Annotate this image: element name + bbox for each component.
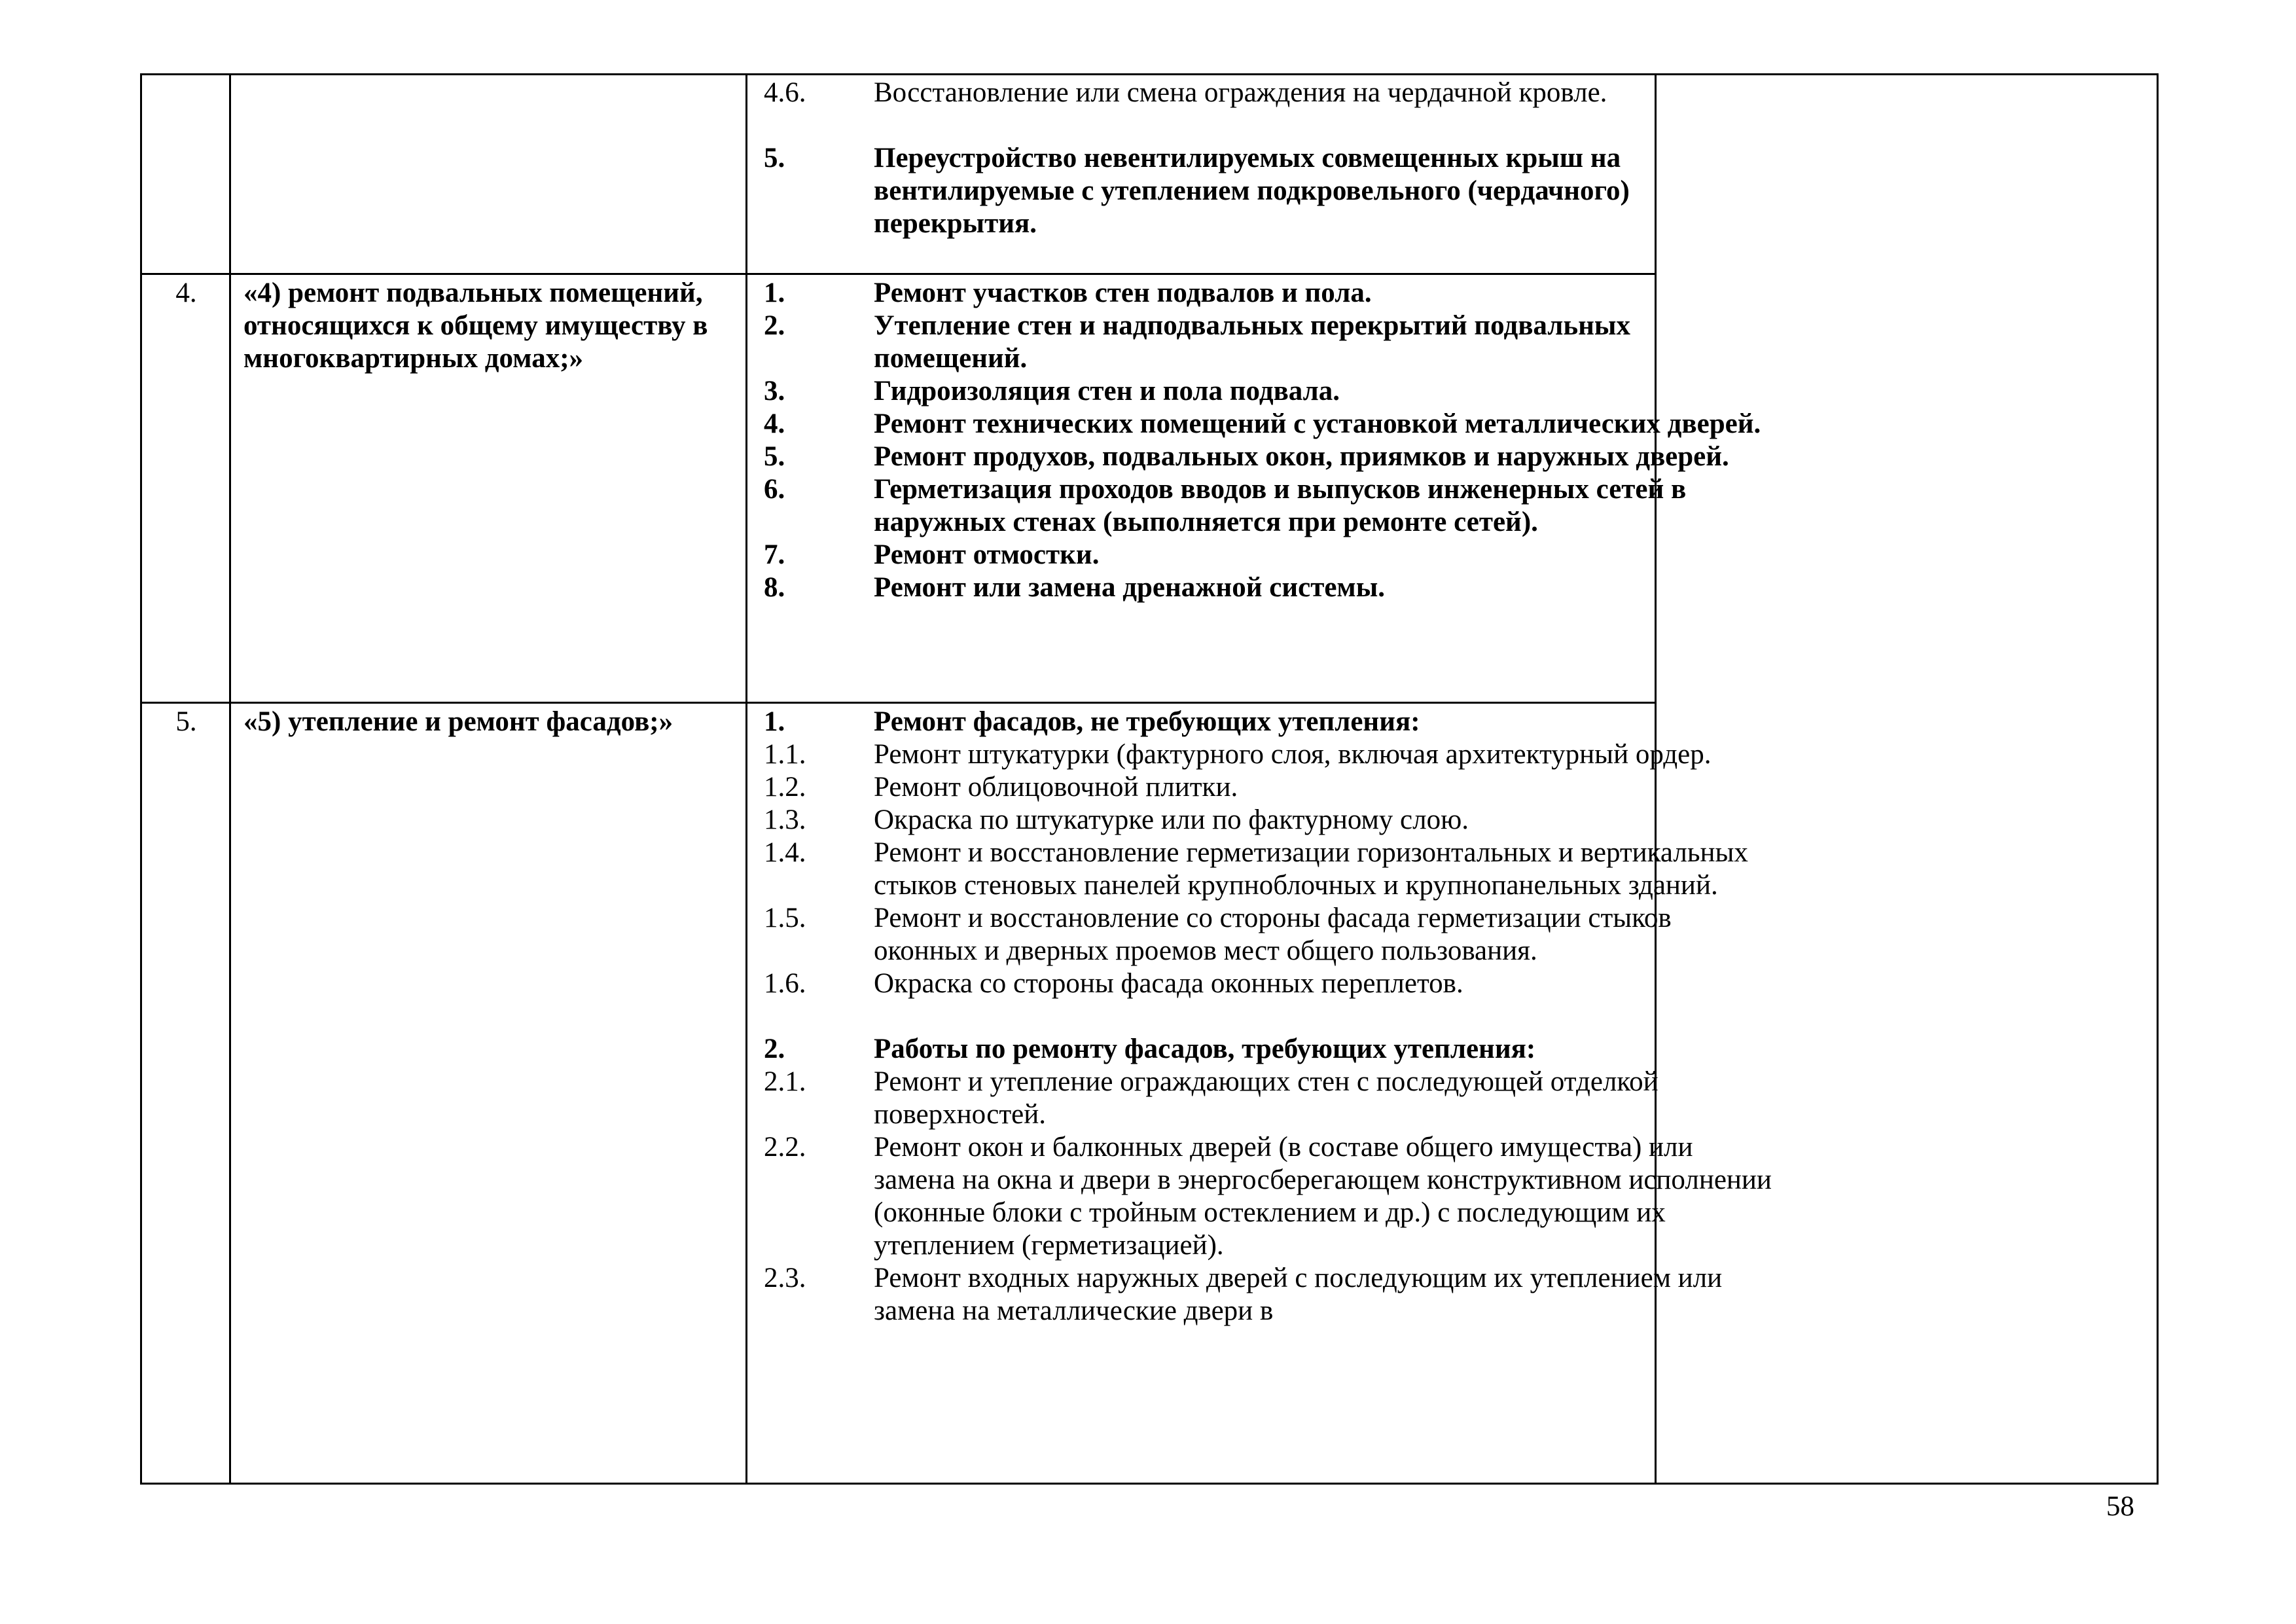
item-number: 1.3. xyxy=(764,804,806,835)
item-text: Ремонт технических помещений с установкой металлических дверей. xyxy=(874,408,1761,439)
list-item xyxy=(764,375,1772,408)
item-text: Ремонт штукатурки (фактурного слоя, включая архитектурный ордер. xyxy=(874,739,1712,770)
item-number: 1.2. xyxy=(764,772,806,803)
row-2-items xyxy=(764,277,1772,604)
item-number: 2. xyxy=(764,1034,785,1064)
list-item xyxy=(764,539,1772,571)
list-item xyxy=(764,571,1772,604)
list-item xyxy=(764,142,1772,240)
item-number: 1.6. xyxy=(764,968,806,999)
item-text: Ремонт отмостки. xyxy=(874,539,1100,570)
item-number: 1.5. xyxy=(764,903,806,933)
item-number: 1.1. xyxy=(764,739,806,770)
list-item xyxy=(764,473,1772,539)
row-divider xyxy=(142,273,1657,275)
item-number: 8. xyxy=(764,572,785,603)
item-number: 2.2. xyxy=(764,1132,806,1163)
list-item xyxy=(764,902,1772,967)
item-text: Восстановление или смена ограждения на чердачной кровле. xyxy=(874,77,1607,108)
item-text: Ремонт и утепление ограждающих стен с последующей отделкой поверхностей. xyxy=(874,1066,1659,1130)
item-text: Ремонт продухов, подвальных окон, приямков и наружных дверей. xyxy=(874,441,1729,472)
item-number: 2.3. xyxy=(764,1263,806,1293)
item-number: 5. xyxy=(764,143,785,173)
item-text: Ремонт или замена дренажной системы. xyxy=(874,572,1386,603)
list-item xyxy=(764,277,1772,310)
item-text: Ремонт окон и балконных дверей (в составе общего имущества) или замена на окна и двери в энергосберегающем конструктивном исполнении (оконные блоки с тройным остеклением и др.) с последующим их утеплением (герметизацией). xyxy=(874,1132,1772,1261)
row-1-items xyxy=(764,77,1772,240)
list-item xyxy=(764,738,1772,771)
item-number: 1. xyxy=(764,278,785,308)
item-number: 4.6. xyxy=(764,77,806,108)
item-number: 5. xyxy=(764,441,785,472)
list-item xyxy=(764,804,1772,837)
row-title: «5) утепление и ремонт фасадов;» xyxy=(243,706,673,737)
list-item xyxy=(764,310,1772,375)
list-item xyxy=(764,837,1772,902)
item-number: 6. xyxy=(764,474,785,505)
row-title: «4) ремонт подвальных помещений, относящихся к общему имуществу в многоквартирных домах;» xyxy=(243,278,708,374)
row-3-items xyxy=(764,706,1772,1327)
list-item xyxy=(764,1066,1772,1131)
column-divider xyxy=(745,75,747,1483)
item-number: 2.1. xyxy=(764,1066,806,1097)
item-number: 7. xyxy=(764,539,785,570)
item-text: Ремонт фасадов, не требующих утепления: xyxy=(874,706,1420,737)
item-text: Гидроизоляция стен и пола подвала. xyxy=(874,376,1340,406)
item-text: Работы по ремонту фасадов, требующих утепления: xyxy=(874,1034,1536,1064)
item-text: Ремонт и восстановление со стороны фасада герметизации стыков оконных и дверных проемов мест общего пользования. xyxy=(874,903,1672,966)
item-number: 3. xyxy=(764,376,785,406)
list-item xyxy=(764,441,1772,473)
item-text: Окраска со стороны фасада оконных переплетов. xyxy=(874,968,1463,999)
item-text: Утепление стен и надподвальных перекрытий подвальных помещений. xyxy=(874,310,1631,374)
item-text: Ремонт и восстановление герметизации горизонтальных и вертикальных стыков стеновых панелей крупноблочных и крупнопанельных зданий. xyxy=(874,837,1748,901)
page-number: 58 xyxy=(2106,1491,2134,1522)
list-item xyxy=(764,408,1772,441)
list-item xyxy=(764,1033,1772,1066)
list-item xyxy=(764,967,1772,1000)
item-number: 1.4. xyxy=(764,837,806,868)
item-text: Ремонт облицовочной плитки. xyxy=(874,772,1238,803)
item-text: Герметизация проходов вводов и выпусков инженерных сетей в наружных стенах (выполняется при ремонте сетей). xyxy=(874,474,1687,537)
row-number: 5. xyxy=(175,706,197,737)
list-item xyxy=(764,771,1772,804)
item-text: Переустройство невентилируемых совмещенных крыш на вентилируемые с утеплением подкровельного (чердачного) перекрытия. xyxy=(874,143,1630,239)
list-item xyxy=(764,706,1772,738)
row-number: 4. xyxy=(175,278,197,308)
list-item xyxy=(764,77,1772,109)
item-text: Ремонт участков стен подвалов и пола. xyxy=(874,278,1372,308)
document-table xyxy=(140,73,2159,1485)
list-item xyxy=(764,1131,1772,1262)
item-number: 4. xyxy=(764,408,785,439)
item-number: 2. xyxy=(764,310,785,341)
item-text: Окраска по штукатурке или по фактурному слою. xyxy=(874,804,1469,835)
item-text: Ремонт входных наружных дверей с последующим их утеплением или замена на металлические двери в xyxy=(874,1263,1723,1326)
list-item xyxy=(764,1262,1772,1327)
item-number: 1. xyxy=(764,706,785,737)
row-divider xyxy=(142,702,1657,704)
